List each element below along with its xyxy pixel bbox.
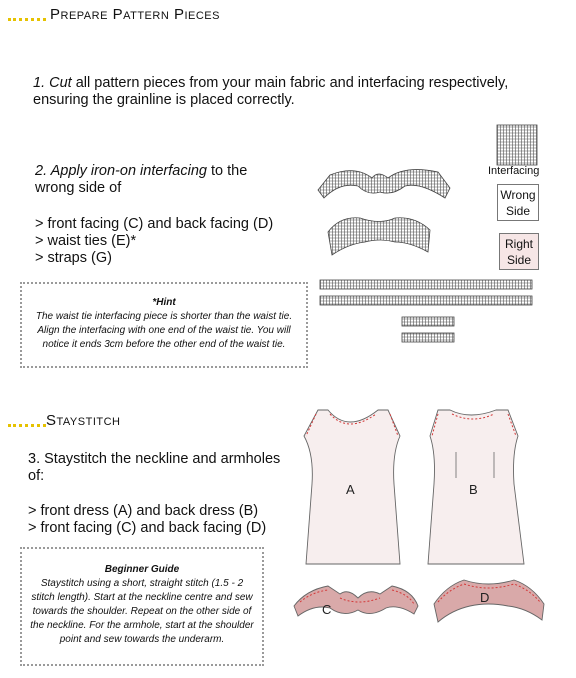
hint-line: The waist tie interfacing piece is shorter than the waist tie. <box>35 311 293 322</box>
piece-label-d: D <box>480 590 490 605</box>
piece-label-b: B <box>469 482 478 497</box>
legend-interfacing-label: Interfacing <box>488 165 540 177</box>
list-item: > straps (G) <box>35 250 112 266</box>
step-1-rest: all pattern pieces from your main fabric and interfacing respectively, <box>71 75 509 91</box>
waist-tie-interfaced <box>320 296 532 305</box>
step-2-line2: wrong side of <box>35 180 122 196</box>
guide-line: towards the shoulder. Repeat on the other side of <box>32 606 252 617</box>
hint-heading: *Hint <box>152 297 176 308</box>
legend-right-side <box>499 233 539 270</box>
list-item: > front facing (C) and back facing (D) <box>28 520 267 536</box>
step-3-line2: of: <box>28 468 45 484</box>
step-1-text <box>33 75 553 109</box>
staystitch-illustration <box>288 404 576 632</box>
list-item: > front facing (C) and back facing (D) <box>35 216 274 232</box>
legend-right-line2: Side <box>506 253 532 267</box>
list-item: > front dress (A) and back dress (B) <box>28 503 259 519</box>
guide-line: stitch length). Start at the neckline centre and sew <box>31 592 253 603</box>
front-facing-piece <box>294 586 418 616</box>
interfacing-swatch <box>497 125 537 165</box>
section-divider-dots <box>8 18 46 21</box>
list-item: > waist ties (E)* <box>35 233 137 249</box>
legend-right-line1: Right <box>504 237 533 251</box>
strap-interfaced <box>402 333 454 342</box>
staystitch-list <box>28 503 266 537</box>
step-1-italic: 1. Cut <box>33 75 72 91</box>
hint-box <box>20 282 308 368</box>
step-2-text <box>35 163 315 197</box>
guide-line: point and sew towards the underarm. <box>59 634 225 645</box>
strap-interfaced <box>402 317 454 326</box>
front-facing-interfaced <box>318 170 450 198</box>
hint-line: Align the interfacing with one end of the waist tie. You will <box>37 325 291 336</box>
back-facing-interfaced <box>328 218 430 255</box>
step-2-rest: to the <box>206 163 248 179</box>
section-title-staystitch: Staystitch <box>46 412 121 429</box>
step-2-italic: 2. Apply iron-on interfacing <box>35 163 207 179</box>
step-3-line1: 3. Staystitch the neckline and armholes <box>28 451 281 467</box>
guide-heading: Beginner Guide <box>104 564 180 575</box>
section-divider-dots <box>8 424 46 427</box>
guide-line: Staystitch using a short, straight stitch (1.5 - 2 <box>40 578 244 589</box>
piece-label-a: A <box>346 482 355 497</box>
beginner-guide-box <box>20 547 264 666</box>
waist-tie-interfaced <box>320 280 532 289</box>
hint-line: notice it ends 3cm before the other end of the waist tie. <box>42 339 286 350</box>
piece-label-c: C <box>322 602 332 617</box>
guide-line: the neckline. For the armhole, start at the shoulder <box>30 620 254 631</box>
step-1-line2: ensuring the grainline is placed correctly. <box>33 92 295 108</box>
section-title-prepare: Prepare Pattern Pieces <box>50 6 220 23</box>
legend-wrong-line1: Wrong <box>500 188 536 202</box>
legend-wrong-line2: Side <box>505 204 531 218</box>
step-3-text <box>28 451 298 485</box>
legend-wrong-side <box>497 184 539 221</box>
interfacing-list <box>35 216 273 267</box>
